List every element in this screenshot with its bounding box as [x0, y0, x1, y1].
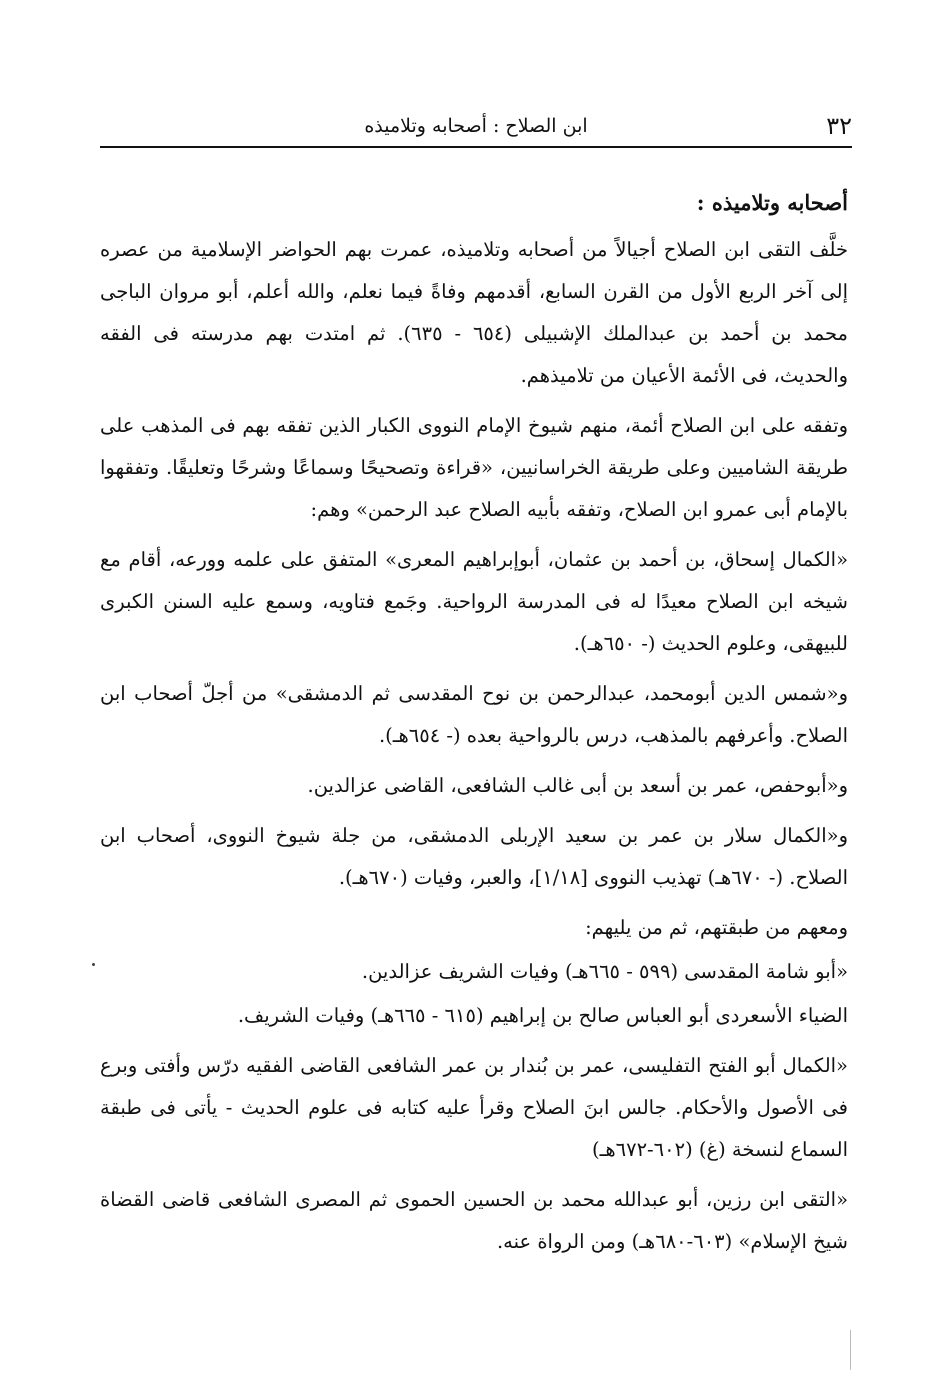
- page-number: ٣٢: [826, 112, 852, 140]
- paragraph-their-class: ومعهم من طبقتهم، ثم من يليهم:: [585, 916, 848, 939]
- paragraph-taqi-ibn-razin: «التقى ابن رزين، أبو عبدالله محمد بن الحسين الحموى ثم المصرى الشافعى قاضى القضاة شيخ الإسلام» (٦٠٣-٦٨٠هـ) ومن الرواة عنه.: [100, 1188, 848, 1253]
- paragraph-students: وتفقه على ابن الصلاح أئمة، منهم شيوخ الإمام النووى الكبار الذين تفقه بهم فى المذهب على طريقة الشاميين وعلى طريقة الخراسانيين، «قراءة وتصحيحًا وسماعًا وشرحًا وتعليقًا. وتفقهوا بالإمام أبى عمرو ابن الصلاح، وتفقه بأبيه الصلاح عبد الرحمن» وهم:: [100, 414, 848, 521]
- paragraph-abu-hafs: و«أبوحفص، عمر بن أسعد بن أبى غالب الشافعى، القاضى عزالدين.: [307, 774, 848, 797]
- paragraph-kamal-tiflisi: «الكمال أبو الفتح التفليسى، عمر بن بُندار بن عمر الشافعى القاضى الفقيه درّس وأفتى وبرع فى الأصول والأحكام. جالس ابنَ الصلاح وقرأ عليه كتابه فى علوم الحديث - يأتى فى طبقة السماع لنسخة (غ) (٦٠٢-٦٧٢هـ): [100, 1054, 848, 1161]
- paragraph-kamal-ishaq: «الكمال إسحاق، بن أحمد بن عثمان، أبوإبراهيم المعرى» المتفق على علمه وورعه، أقام مع شيخه ابن الصلاح معيدًا له فى المدرسة الرواحية. وجَمع فتاويه، وسمع عليه السنن الكبرى للبيهقى، وعلوم الحديث (- ٦٥٠هـ).: [100, 548, 848, 655]
- section-heading: أصحابه وتلاميذه :: [696, 190, 848, 215]
- scan-edge-line: [850, 1330, 851, 1370]
- page-body: [100, 183, 848, 1271]
- running-header: [100, 112, 852, 148]
- paragraph-kamal-sallar: و«الكمال سلار بن عمر بن سعيد الإربلى الدمشقى، من جلة شيوخ النووى، أصحاب ابن الصلاح. (- ٦٧٠هـ) تهذيب النووى [١/١٨]، والعبر، وفيات (٦٧٠هـ).: [100, 824, 848, 889]
- header-divider: [100, 146, 852, 148]
- paragraph-abu-shama: «أبو شامة المقدسى (٥٩٩ - ٦٦٥هـ) وفيات الشريف عزالدين.: [361, 960, 848, 983]
- running-header-title: ابن الصلاح : أصحابه وتلاميذه: [364, 115, 588, 137]
- paragraph-shams-aldin: و«شمس الدين أبومحمد، عبدالرحمن بن نوح المقدسى ثم الدمشقى» من أجلّ أصحاب ابن الصلاح. وأعرفهم بالمذهب، درس بالرواحية بعده (- ٦٥٤هـ).: [100, 682, 848, 747]
- scan-speck: [92, 963, 95, 966]
- paragraph-intro: خلَّف التقى ابن الصلاح أجيالاً من أصحابه وتلاميذه، عمرت بهم الحواضر الإسلامية من عصره إلى آخر الربع الأول من القرن السابع، أقدمهم وفاةً فيما نعلم، والله أعلم، أبو مروان الباجى محمد بن أحمد بن عبدالملك الإشبيلى (٦٥٤ - ٦٣٥). ثم امتدت بهم مدرسته فى الفقه والحديث، فى الأئمة الأعيان من تلاميذهم.: [100, 238, 848, 387]
- paragraph-diya-asardi: الضياء الأسعردى أبو العباس صالح بن إبراهيم (٦١٥ - ٦٦٥هـ) وفيات الشريف.: [237, 1004, 848, 1027]
